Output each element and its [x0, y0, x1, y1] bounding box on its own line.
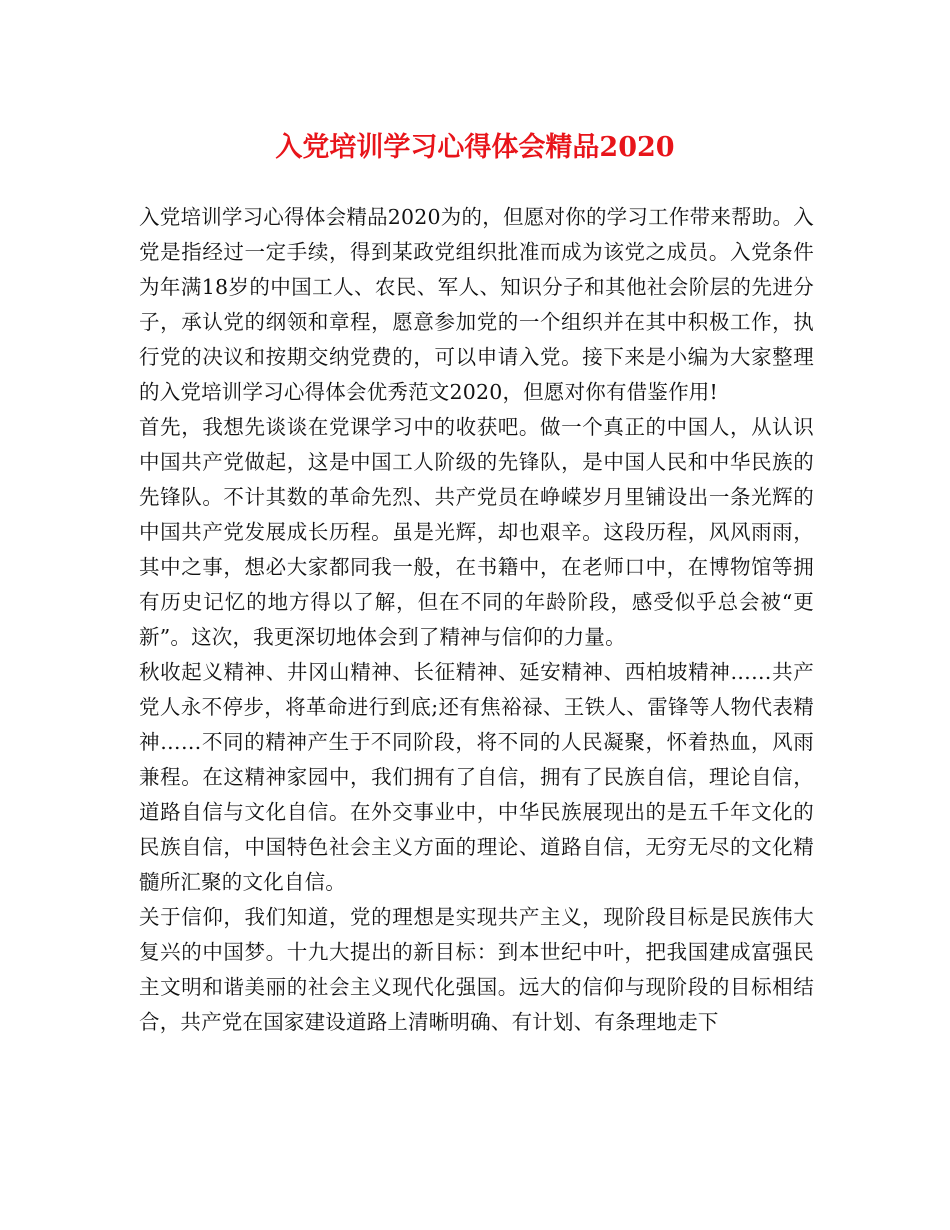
paragraph-party-course: 首先，我想先谈谈在党课学习中的收获吧。做一个真正的中国人，从认识中国共产党做起，这是中国工人阶级的先锋队，是中国人民和中华民族的先锋队。不计其数的革命先烈、共产党员在峥嵘岁月里铺设出一条光辉的中国共产党发展成长历程。虽是光辉，却也艰辛。这段历程，风风雨雨，其中之事，想必大家都同我一般，在书籍中，在老师口中，在博物馆等拥有历史记忆的地方得以了解，但在不同的年龄阶段，感受似乎总会被“更新”。这次，我更深切地体会到了精神与信仰的力量。 [139, 415, 814, 649]
document-title: 入党培训学习心得体会精品2020 [275, 132, 675, 163]
paragraph-belief: 关于信仰，我们知道，党的理想是实现共产主义，现阶段目标是民族伟大复兴的中国梦。十九大提出的新目标：到本世纪中叶，把我国建成富强民主文明和谐美丽的社会主义现代化强国。远大的信仰与现阶段的目标相结合，共产党在国家建设道路上清晰明确、有计划、有条理地走下 [139, 905, 814, 1034]
document-body [139, 200, 814, 1040]
paragraph-spirit: 秋收起义精神、井冈山精神、长征精神、延安精神、西柏坡精神……共产党人永不停步，将革命进行到底;还有焦裕禄、王铁人、雷锋等人物代表精神……不同的精神产生于不同阶段，将不同的人民凝聚，怀着热血，风雨兼程。在这精神家园中，我们拥有了自信，拥有了民族自信，理论自信，道路自信与文化自信。在外交事业中，中华民族展现出的是五千年文化的民族自信，中国特色社会主义方面的理论、道路自信，无穷无尽的文化精髓所汇聚的文化自信。 [139, 660, 814, 894]
paragraph-intro: 入党培训学习心得体会精品2020为的，但愿对你的学习工作带来帮助。入党是指经过一定手续，得到某政党组织批准而成为该党之成员。入党条件为年满18岁的中国工人、农民、军人、知识分子和其他社会阶层的先进分子，承认党的纲领和章程，愿意参加党的一个组织并在其中积极工作，执行党的决议和按期交纳党费的，可以申请入党。接下来是小编为大家整理的入党培训学习心得体会优秀范文2020，但愿对你有借鉴作用! [139, 205, 814, 404]
